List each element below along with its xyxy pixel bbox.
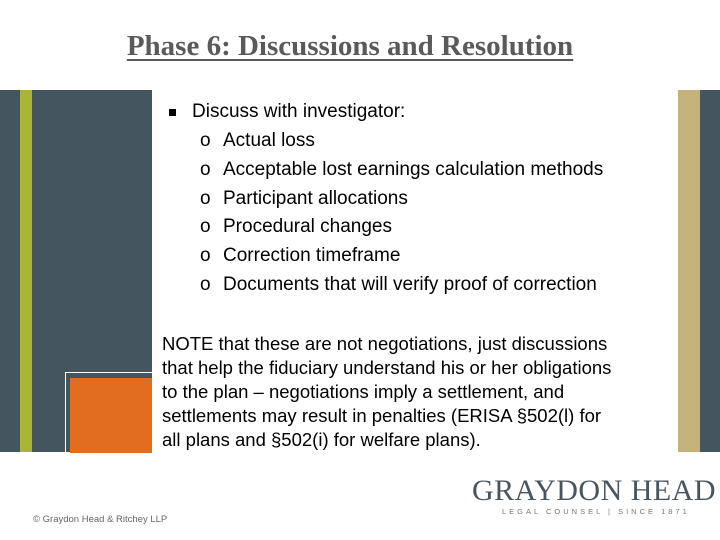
note-line: that help the fiduciary understand his or her obligations [162, 357, 612, 378]
copyright-footer: © Graydon Head & Ritchey LLP [33, 514, 168, 525]
slide-title: Phase 6: Discussions and Resolution [126, 30, 574, 62]
note-line: settlements may result in penalties (ERISA §502(l) for [162, 405, 602, 426]
circle-bullet-icon: o [200, 245, 211, 267]
bullet-text: Discuss with investigator: [192, 101, 406, 122]
note-line: all plans and §502(i) for welfare plans). [162, 429, 481, 450]
circle-bullet-icon: o [200, 130, 211, 151]
note-line: NOTE that these are not negotiations, just discussions [162, 333, 608, 354]
circle-bullet-icon: o [200, 187, 211, 209]
sub-item-text: Procedural changes [223, 216, 392, 238]
note-line: to the plan – negotiations imply a settlement, and [162, 381, 565, 402]
right-gold-bar [678, 90, 700, 452]
square-bullet-icon [169, 109, 176, 116]
sub-item-text: Participant allocations [223, 187, 408, 209]
right-slate-bar [700, 90, 720, 452]
logo-tagline: LEGAL COUNSEL | SINCE 1871 [502, 507, 690, 516]
sub-item-text: Documents that will verify proof of correction [223, 273, 597, 295]
orange-accent-square [70, 378, 152, 453]
sub-item-text: Actual loss [223, 130, 315, 151]
note-paragraph [162, 332, 662, 452]
logo-wordmark: GRAYDON HEAD [472, 474, 717, 507]
olive-accent-bar [20, 90, 32, 452]
firm-logo [472, 476, 716, 516]
circle-bullet-icon: o [200, 158, 211, 180]
sub-item-text: Correction timeframe [223, 245, 401, 267]
circle-bullet-icon: o [200, 216, 211, 238]
circle-bullet-icon: o [200, 273, 211, 295]
sub-item-text: Acceptable lost earnings calculation methods [223, 158, 604, 180]
